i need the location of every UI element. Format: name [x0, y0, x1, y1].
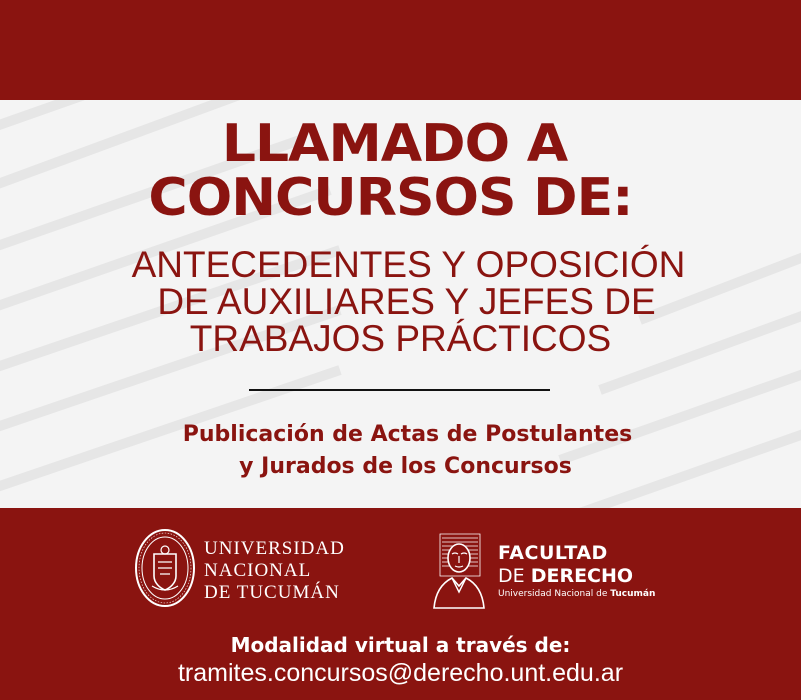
contact-label: Modalidad virtual a través de: — [230, 633, 571, 657]
faculty-line-2-main: DERECHO — [530, 565, 634, 587]
heading-line-1: LLAMADO A — [221, 114, 568, 174]
faculty-portrait-logo-icon — [430, 528, 488, 610]
faculty-line-3 — [498, 588, 655, 600]
faculty-line-3-prefix: Universidad Nacional de — [498, 589, 611, 599]
faculty-line-2-prefix: DE — [498, 565, 531, 587]
subtitle-line-3: TRABAJOS PRÁCTICOS — [189, 318, 612, 359]
faculty-line-3-main: Tucumán — [610, 589, 656, 599]
faculty-name — [498, 542, 655, 600]
university-seal-icon — [134, 528, 196, 608]
publication-line-1: Publicación de Actas de Postulantes — [182, 422, 633, 447]
university-line-1: UNIVERSIDAD — [204, 538, 345, 559]
publication-line-2: y Jurados de los Concursos — [239, 454, 572, 479]
top-band — [0, 0, 801, 100]
announcement-panel — [0, 100, 801, 508]
university-line-3: DE TUCUMÁN — [204, 582, 340, 603]
divider — [249, 389, 550, 391]
subtitle-line-1: ANTECEDENTES Y OPOSICIÓN — [131, 244, 686, 285]
contact-email: tramites.concursos@derecho.unt.edu.ar — [177, 659, 624, 687]
faculty-line-2 — [498, 564, 655, 588]
heading-line-2: CONCURSOS DE: — [148, 168, 633, 228]
footer-band — [0, 508, 801, 700]
university-line-2: NACIONAL — [204, 560, 312, 581]
faculty-line-1: FACULTAD — [498, 542, 608, 564]
university-name — [204, 538, 345, 604]
subtitle-line-2: DE AUXILIARES Y JEFES DE — [157, 281, 656, 322]
